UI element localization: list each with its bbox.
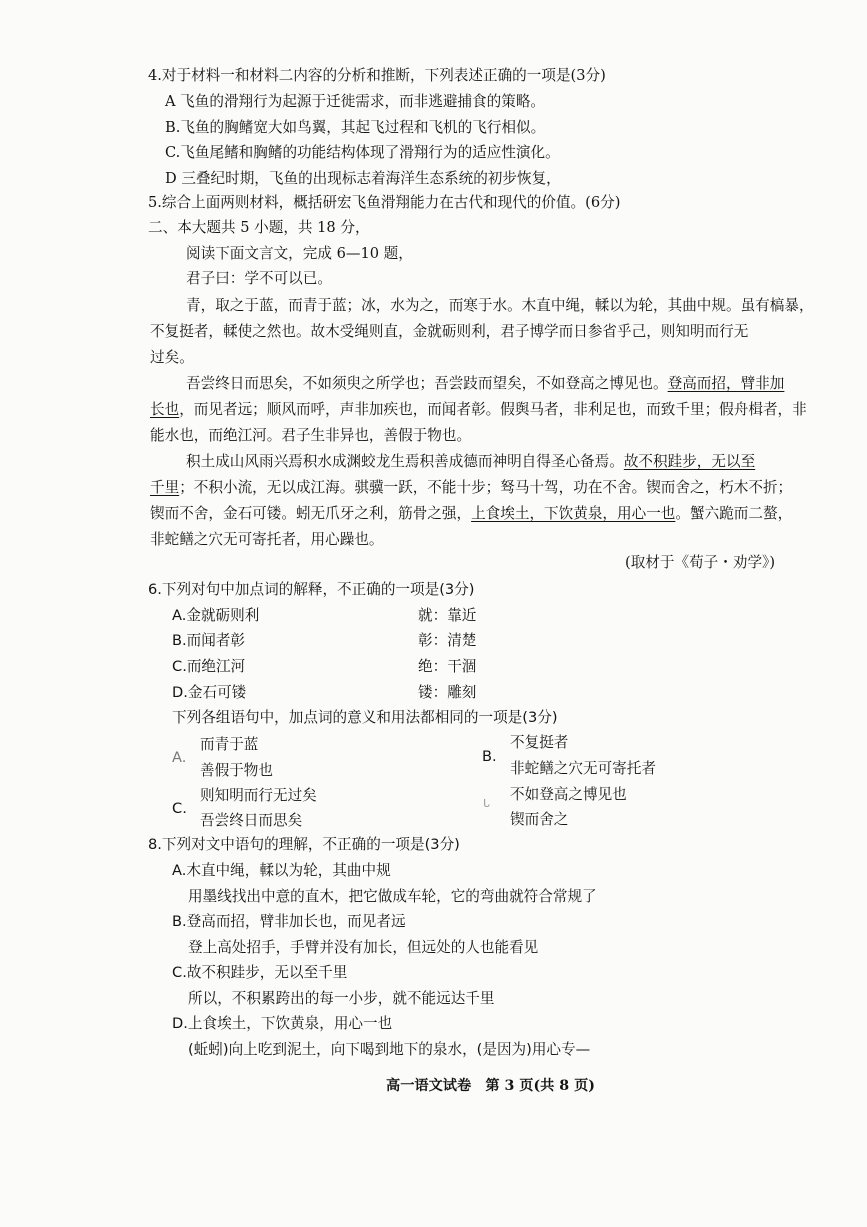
passage-p3-line3-end: 。蟹六跪而二螯， (675, 505, 793, 522)
q4-option-d: D 三叠纪时期，飞鱼的出现标志着海洋生态系统的初步恢复， (165, 170, 561, 187)
q6-gloss-c: 绝：干涸 (418, 658, 477, 675)
q7-option-c-label: C. (172, 800, 187, 817)
q6-gloss-b: 彰：清楚 (418, 632, 477, 649)
q7-d-sentence-1: 不如登高之博见也 (510, 786, 627, 803)
passage-p1-line1: 青，取之于蓝，而青于蓝；冰，水为之，而寒于水。木直中绳，輮以为轮，其曲中规。虽有槁暴， (186, 297, 814, 314)
q5-stem: 5.综合上面两则材料，概括研宏飞鱼滑翔能力在古代和现代的价值。(6分) (148, 194, 621, 211)
section2-heading: 二、本大题共 5 小题，共 18 分， (148, 219, 370, 236)
q7-b-sentence-2: 非蛇鳝之穴无可寄托者 (510, 760, 656, 777)
scan-artifact-mark: ᒐ (483, 797, 490, 810)
q7-a-sentence-2: 善假于物也 (200, 762, 273, 779)
passage-p2-line2 (150, 400, 807, 420)
passage-p3-line3-text: 锲而不舍，金石可镂。蚓无爪牙之利，筋骨之强， (150, 505, 472, 522)
q4-option-a: A 飞鱼的滑翔行为起源于迁徙需求，而非逃避捕食的策略。 (165, 93, 546, 110)
passage-p2-line1-text: 吾尝终日而思矣，不如须臾之所学也；吾尝跂而望矣，不如登高之博见也。 (186, 375, 668, 392)
q7-c-sentence-2: 吾尝终日而思矣 (200, 812, 303, 829)
passage-p3-line1-text: 积土成山风雨兴焉积水成渊蛟龙生焉积善成德而神明自得圣心备焉。 (186, 453, 624, 470)
underlined-sentence-1: 登高而招，臂非加 (667, 375, 785, 392)
q8-option-c-translation: 所以，不积累跨出的每一小步，就不能远达千里 (188, 990, 495, 1007)
passage-p3-line4: 非蛇鳝之穴无可寄托者，用心躁也。 (150, 531, 384, 548)
q6-option-d: D.金石可镂 (172, 684, 247, 701)
underlined-sentence-2: 故不积跬步，无以至 (623, 453, 756, 470)
passage-p1-line3: 过矣。 (150, 349, 194, 366)
passage-p3-line2 (150, 478, 792, 498)
q6-option-c: C.而绝江河 (172, 658, 246, 675)
page-footer: 高一语文试卷 第 3 页(共 8 页) (386, 1078, 595, 1094)
q8-stem: 8.下列对文中语句的理解，不正确的一项是(3分) (148, 836, 460, 853)
q7-stem: 下列各组语句中，加点词的意义和用法都相同的一项是(3分) (172, 709, 558, 726)
passage-p2-line2-text: ，而见者远；顺风而呼，声非加疾也，而闻者彰。假舆马者，非利足也，而致千里；假舟楫者，非 (179, 401, 807, 418)
underlined-sentence-1-cont: 长也 (150, 401, 180, 418)
q6-gloss-d: 镂：雕刻 (418, 684, 477, 701)
q6-option-a: A.金就砺则利 (172, 607, 260, 624)
passage-p2-line3: 能水也，而绝江河。君子生非异也，善假于物也。 (150, 427, 472, 444)
q8-option-b-translation: 登上高处招手，手臂并没有加长，但远处的人也能看见 (188, 939, 539, 956)
q7-c-sentence-1: 则知明而行无过矣 (200, 787, 317, 804)
q7-option-b-label: B. (482, 748, 497, 765)
passage-p3-line1 (186, 452, 755, 472)
q4-option-b: B.飞鱼的胸鳍宽大如鸟翼，其起飞过程和飞机的飞行相似。 (165, 119, 546, 136)
passage-p1-line2: 不复挺者，輮使之然也。故木受绳则直，金就砺则利，君子博学而日参省乎己，则知明而行无 (150, 323, 749, 340)
underlined-sentence-2-cont: 千里 (150, 479, 180, 496)
q4-stem: 4.对于材料一和材料二内容的分析和推断，下列表述正确的一项是(3分) (148, 67, 606, 84)
q6-stem: 6.下列对句中加点词的解释，不正确的一项是(3分) (148, 581, 475, 598)
q6-gloss-a: 就：靠近 (418, 607, 477, 624)
q7-b-sentence-1: 不复挺者 (510, 734, 569, 751)
q7-d-sentence-2: 锲而舍之 (510, 811, 569, 828)
q6-option-b: B.而闻者彰 (172, 632, 246, 649)
q8-option-d: D.上食埃土，下饮黄泉，用心一也 (172, 1015, 393, 1032)
passage-source: (取材于《荀子・劝学》) (625, 554, 776, 571)
q8-option-a: A.木直中绳，輮以为轮，其曲中规 (172, 862, 391, 879)
passage-p3-line2-text: ；不积小流，无以成江海。骐骥一跃，不能十步；驽马十驾，功在不舍。锲而舍之，朽木不折； (179, 479, 793, 496)
section2-intro: 阅读下面文言文，完成 6—10 题， (186, 245, 413, 262)
q8-option-c: C.故不积跬步，无以至千里 (172, 964, 348, 981)
underlined-sentence-3: 上食埃土，下饮黄泉，用心一也 (471, 505, 676, 522)
passage-p2-line1 (186, 374, 784, 394)
q4-option-c: C.飞鱼尾鳍和胸鳍的功能结构体现了滑翔行为的适应性演化。 (165, 144, 560, 161)
q7-a-sentence-1: 而青于蓝 (200, 736, 259, 753)
q8-option-a-translation: 用墨线找出中意的直木，把它做成车轮，它的弯曲就符合常规了 (188, 888, 597, 905)
q8-option-b: B.登高而招，臂非加长也，而见者远 (172, 913, 406, 930)
q7-option-a-label: A. (172, 749, 187, 766)
passage-p3-line3 (150, 504, 792, 524)
passage-title: 君子曰：学不可以已。 (186, 270, 332, 287)
q8-option-d-translation: (蚯蚓)向上吃到泥土，向下喝到地下的泉水，(是因为)用心专— (188, 1041, 591, 1058)
